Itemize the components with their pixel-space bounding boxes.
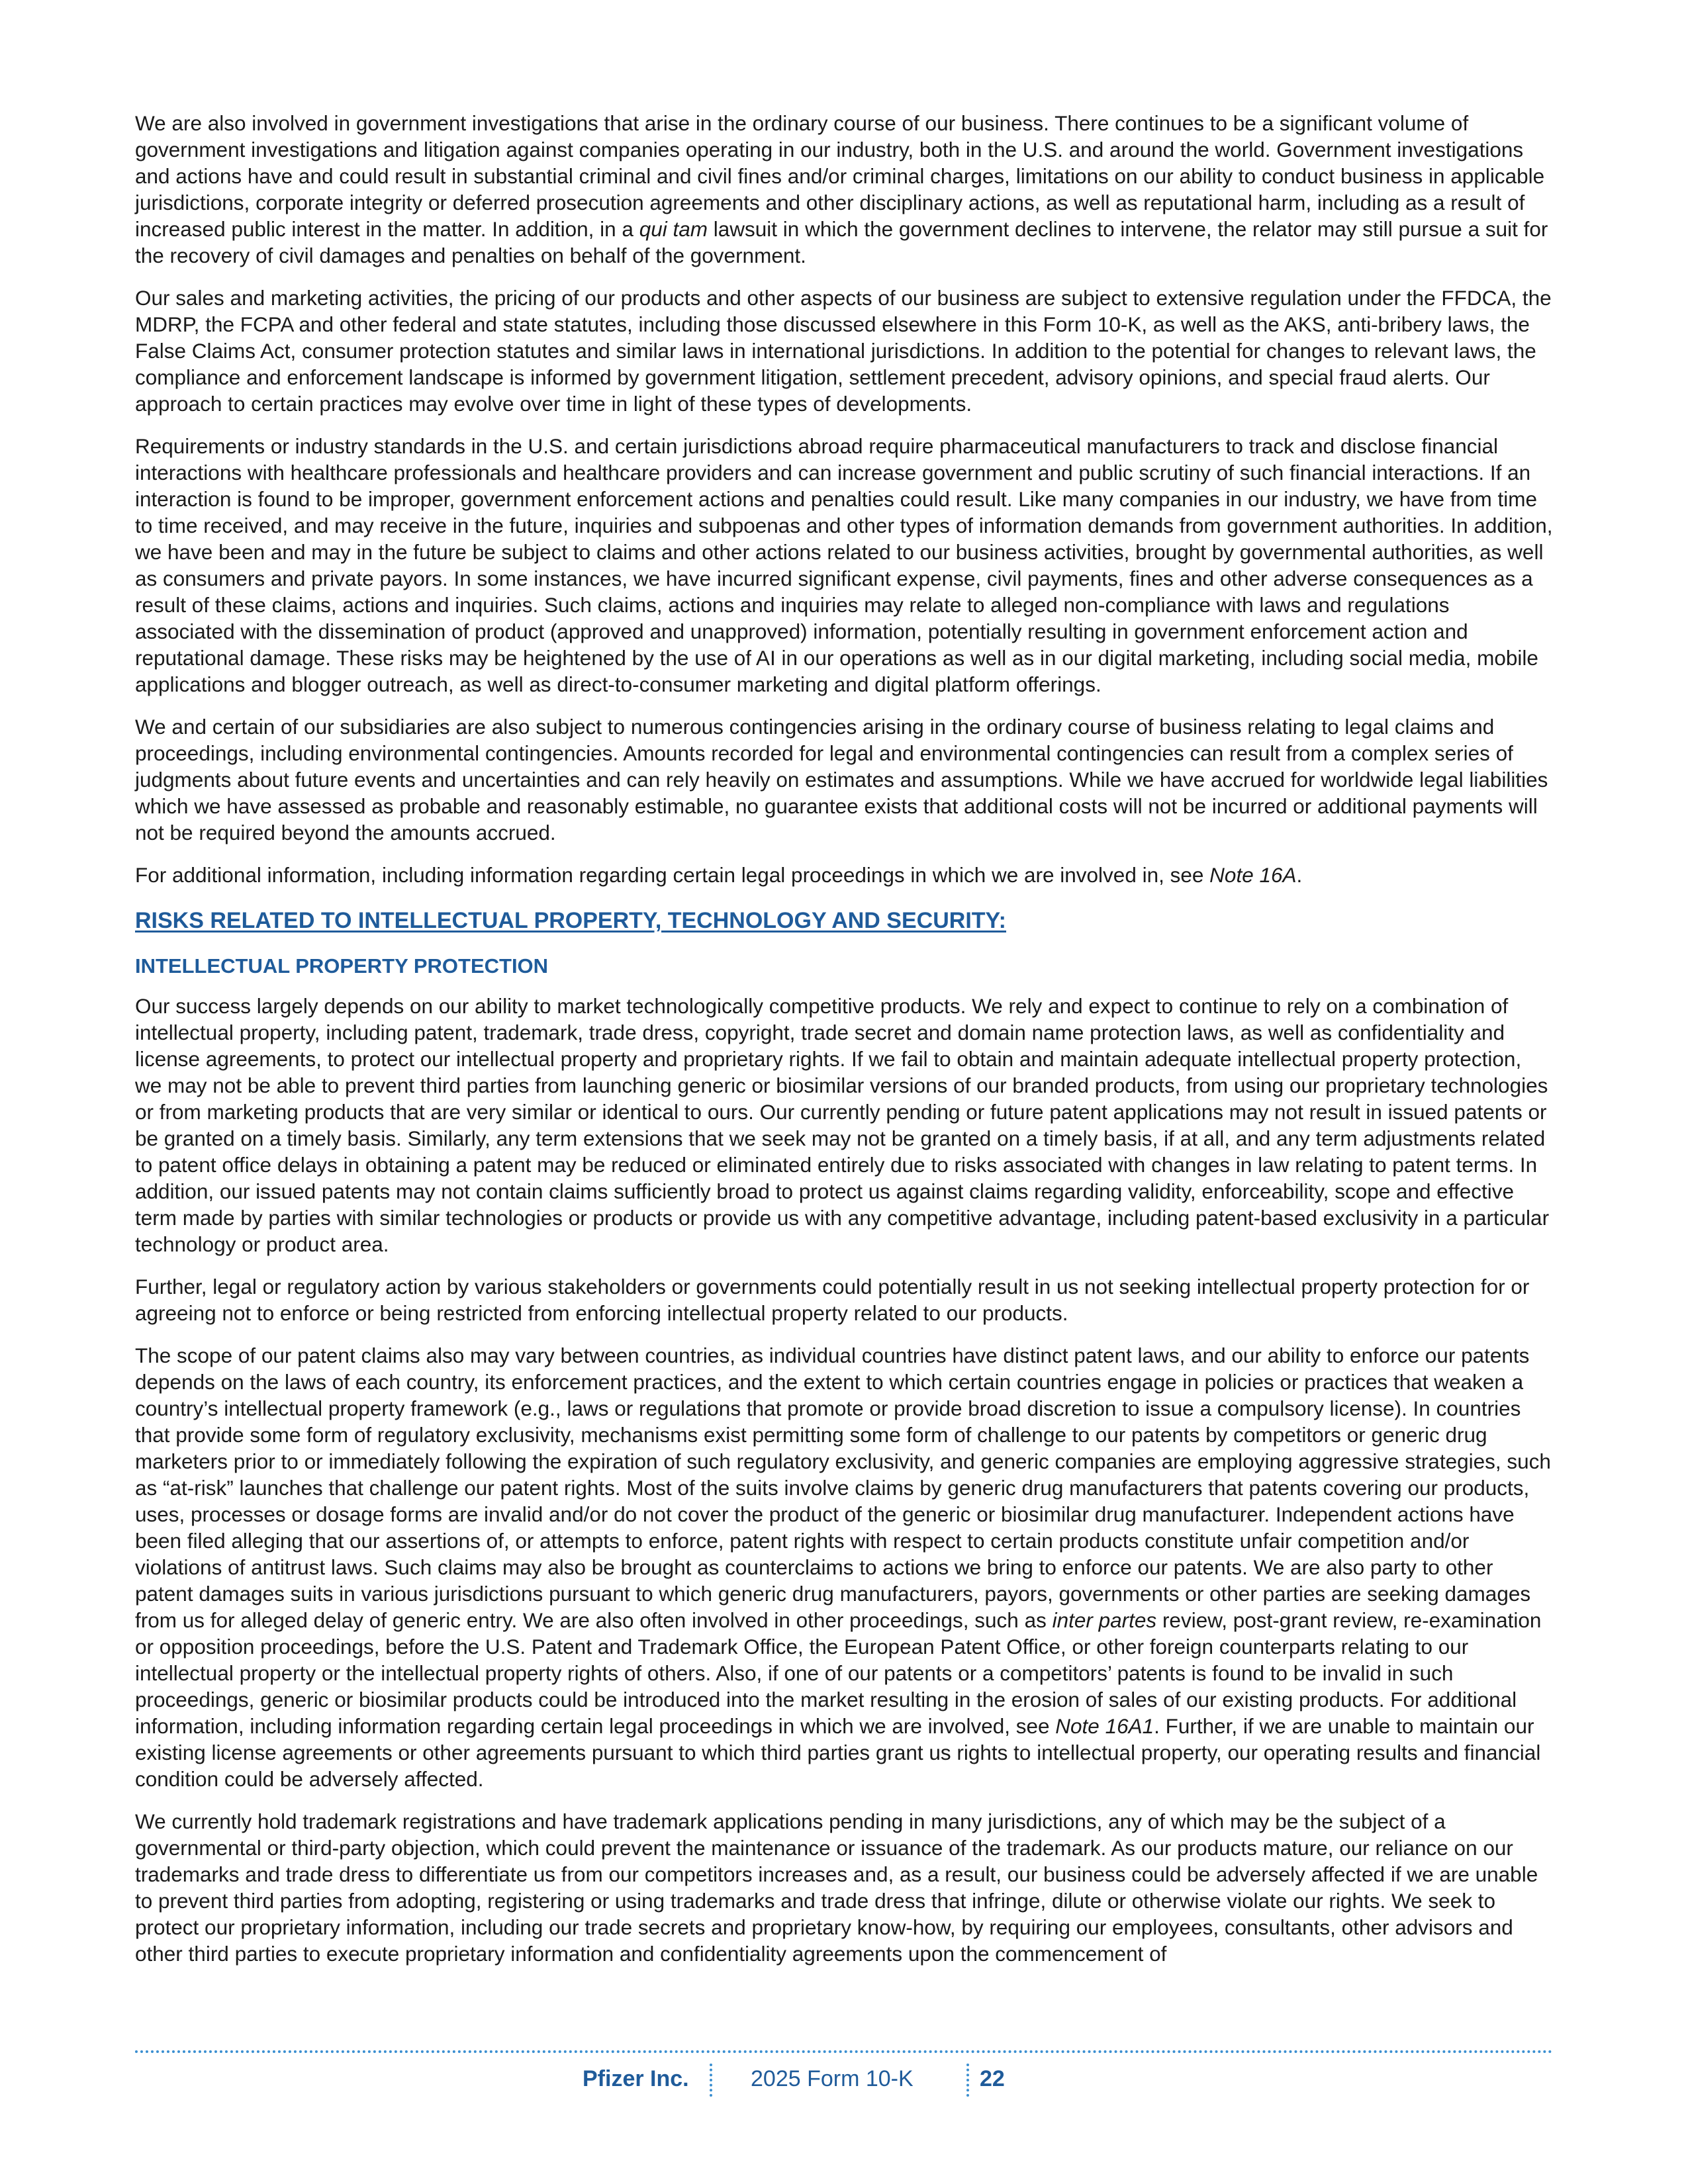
- italic-term: qui tam: [639, 217, 708, 241]
- note-reference: Note 16A: [1209, 863, 1297, 887]
- footer-company-name: Pfizer Inc.: [583, 2066, 689, 2091]
- text-run: .: [1296, 863, 1303, 887]
- footer-form-label: 2025 Form 10-K: [751, 2066, 914, 2091]
- text-run: lawsuit in which the government declines to intervene, the relator may still pursue a suit for the recovery of civil damages and penalties on behalf of the government.: [135, 217, 1548, 267]
- footer-separator: [966, 2064, 969, 2097]
- paragraph-legal-regulatory-action: Further, legal or regulatory action by various stakeholders or governments could potentially result in us not seeking intellectual property protection for or agreeing not to enforce or being restricted from enforcing intellectual property related to our products.: [135, 1275, 1530, 1325]
- paragraph-ip-success: Our success largely depends on our ability to market technologically competitive products. We rely and expect to continue to rely on a combination of intellectual property, including patent, trademark, trade dress, copyright, trade secret and domain name protection laws, as well as confidentiality and license agreements, to protect our intellectual property and proprietary rights. If we fail to obtain and maintain adequate intellectual property protection, we may not be able to prevent third parties from launching generic or biosimilar versions of our branded products, from using our proprietary technologies or from marketing products that are very similar or identical to ours. Our currently pending or future patent applications may not result in issued patents or be granted on a timely basis. Similarly, any term extensions that we seek may not be granted on a timely basis, if at all, and any term adjustments related to patent office delays in obtaining a patent may be reduced or eliminated entirely due to risks associated with changes in law relating to patent terms. In addition, our issued patents may not contain claims sufficiently broad to protect us against claims regarding validity, enforceability, scope and effective term made by parties with similar technologies or products or provide us with any competitive advantage, including patent-based exclusivity in a particular technology or product area.: [135, 994, 1550, 1256]
- paragraph-government-investigations: [135, 110, 1553, 269]
- italic-term: inter partes: [1052, 1608, 1157, 1632]
- paragraph-trademarks: We currently hold trademark registrations and have trademark applications pending in many jurisdictions, any of which may be the subject of a governmental or third-party objection, which could prevent the maintenance or issuance of the trademark. As our products mature, our reliance on our trademarks and trade dress to differentiate us from our competitors increases and, as a result, our business could be adversely affected if we are unable to prevent third parties from adopting, registering or using trademarks and trade dress that infringe, dilute or otherwise violate our rights. We seek to protect our proprietary information, including our trade secrets and proprietary know-how, by requiring our employees, consultants, other advisors and other third parties to execute proprietary information and confidentiality agreements upon the commencement of: [135, 1809, 1538, 1966]
- paragraph-sales-marketing-regulation: Our sales and marketing activities, the pricing of our products and other aspects of our business are subject to extensive regulation under the FFDCA, the MDRP, the FCPA and other federal and state statutes, including those discussed elsewhere in this Form 10-K, as well as the AKS, anti-bribery laws, the False Claims Act, consumer protection statutes and similar laws in international jurisdictions. In addition to the potential for changes to relevant laws, the compliance and enforcement landscape is informed by government litigation, settlement precedent, advisory opinions, and special fraud alerts. Our approach to certain practices may evolve over time in light of these types of developments.: [135, 286, 1552, 416]
- paragraph-contingencies: We and certain of our subsidiaries are also subject to numerous contingencies arising in the ordinary course of business relating to legal claims and proceedings, including environmental contingencies. Amounts recorded for legal and environmental contingencies can result from a complex series of judgments about future events and uncertainties and can rely heavily on estimates and assumptions. While we have accrued for worldwide legal liabilities which we have assessed as probable and reasonably estimable, no guarantee exists that additional costs will not be incurred or additional payments will not be required beyond the amounts accrued.: [135, 715, 1548, 844]
- note-reference: Note 16A1: [1055, 1714, 1154, 1738]
- subsection-heading: INTELLECTUAL PROPERTY PROTECTION: [135, 954, 549, 978]
- text-run: The scope of our patent claims also may vary between countries, as individual countries have distinct patent laws, and our ability to enforce our patents depends on the laws of each country, its enforcement practices, and the extent to which certain countries engage in policies or practices that weaken a country’s intellectual property framework (e.g., laws or regulations that promote or provide broad discretion to issue a compulsory license). In countries that provide some form of regulatory exclusivity, mechanisms exist permitting some form of challenge to our patents by competitors or generic drug marketers prior to or immediately following the expiration of such regulatory exclusivity, and generic companies are employing aggressive strategies, such as “at-risk” launches that challenge our patent rights. Most of the suits involve claims by generic drug manufacturers that patents covering our products, uses, processes or dosage forms are invalid and/or do not cover the product of the generic or biosimilar drug manufacturer. Independent actions have been filed alleging that our assertions of, or attempts to enforce, patent rights with respect to certain products constitute unfair competition and/or violations of antitrust laws. Such claims may also be brought as counterclaims to actions we bring to enforce our patents. We are also party to other patent damages suits in various jurisdictions pursuant to which generic drug manufacturers, payors, governments or other parties are seeking damages from us for alleged delay of generic entry. We are also often involved in other proceedings, such as: [135, 1343, 1551, 1632]
- page-number: 22: [980, 2066, 1005, 2091]
- paragraph-patent-scope: [135, 1342, 1553, 1792]
- text-run: review, post-grant review, re-examination or opposition proceedings, before the U.S. Patent and Trademark Office, the European Patent Office, or other foreign counterparts relating to our intellectual property or the intellectual property rights of others. Also, if one of our patents or a competitors’ patents is found to be invalid in such proceedings, generic or biosimilar products could be introduced into the market resulting in the erosion of sales of our existing products. For additional information, including information regarding certain legal proceedings in which we are involved, see: [135, 1608, 1542, 1738]
- document-body: [135, 110, 1553, 1983]
- text-run: . Further, if we are unable to maintain our existing license agreements or other agreements pursuant to which third parties grant us rights to intellectual property, our operating results and financial condition could be adversely affected.: [135, 1714, 1541, 1791]
- paragraph-additional-information: [135, 862, 1553, 888]
- footer-separator: [710, 2064, 712, 2097]
- section-heading: RISKS RELATED TO INTELLECTUAL PROPERTY, TECHNOLOGY AND SECURITY:: [135, 908, 1007, 933]
- paragraph-financial-interactions: Requirements or industry standards in the U.S. and certain jurisdictions abroad require pharmaceutical manufacturers to track and disclose financial interactions with healthcare professionals and healthcare providers and can increase government and public scrutiny of such financial interactions. If an interaction is found to be improper, government enforcement actions and penalties could result. Like many companies in our industry, we have from time to time received, and may receive in the future, inquiries and subpoenas and other types of information demands from government authorities. In addition, we have been and may in the future be subject to claims and other actions related to our business activities, brought by governmental authorities, as well as consumers and private payors. In some instances, we have incurred significant expense, civil payments, fines and other adverse consequences as a result of these claims, actions and inquiries. Such claims, actions and inquiries may relate to alleged non-compliance with laws and regulations associated with the dissemination of product (approved and unapproved) information, potentially resulting in government enforcement action and reputational damage. These risks may be heightened by the use of AI in our operations as well as in our digital marketing, including social media, mobile applications and blogger outreach, as well as direct-to-consumer marketing and digital platform offerings.: [135, 434, 1553, 696]
- footer-divider: [135, 2050, 1553, 2053]
- text-run: We are also involved in government investigations that arise in the ordinary course of our business. There continues to be a significant volume of government investigations and litigation against companies operating in our industry, both in the U.S. and around the world. Government investigations and actions have and could result in substantial criminal and civil fines and/or criminal charges, limitations on our ability to conduct business in applicable jurisdictions, corporate integrity or deferred prosecution agreements and other disciplinary actions, as well as reputational harm, including as a result of increased public interest in the matter. In addition, in a: [135, 111, 1545, 241]
- page-footer: [0, 2064, 1688, 2095]
- text-run: For additional information, including information regarding certain legal proceedings in which we are involved in, see: [135, 863, 1210, 887]
